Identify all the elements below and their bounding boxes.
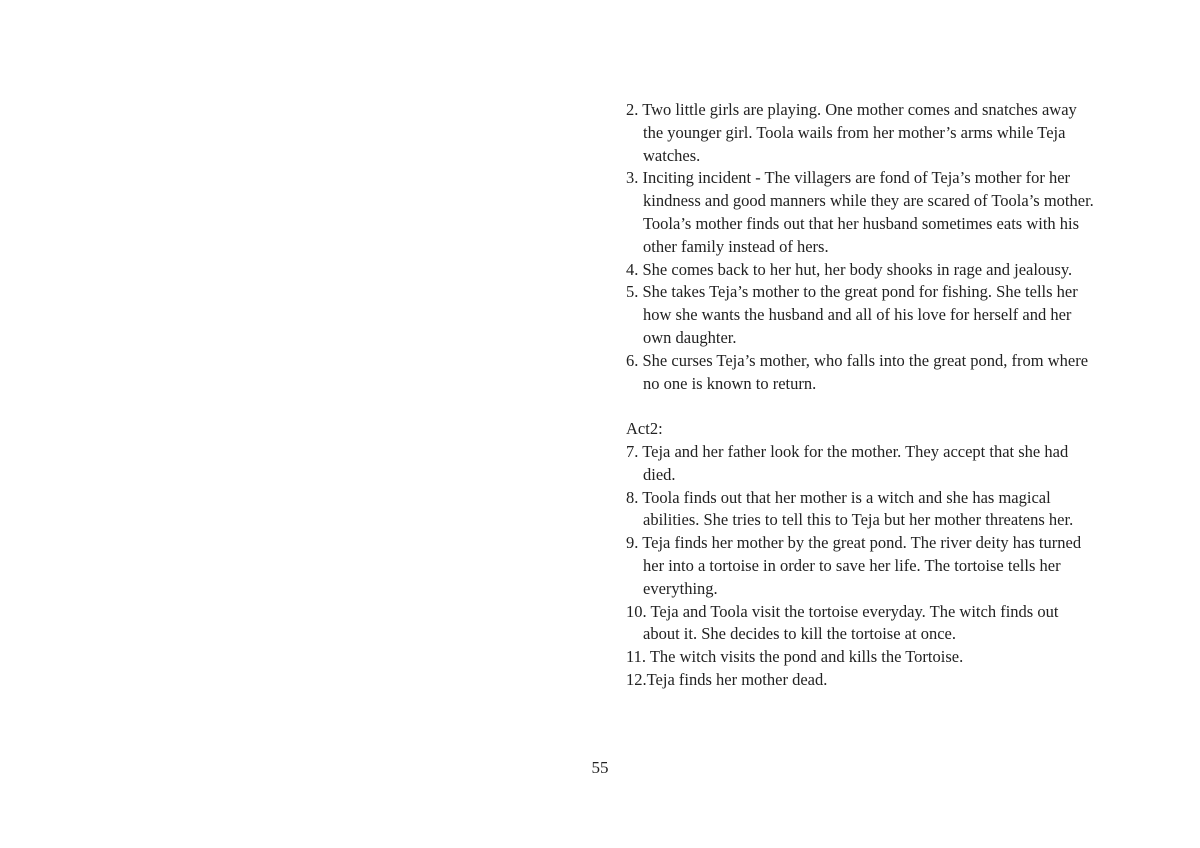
list-item: 6. She curses Teja’s mother, who falls into the great pond, from where no one is known to return.	[626, 350, 1089, 393]
list-item: 7. Teja and her father look for the mother. They accept that she had died.	[626, 441, 1069, 484]
act2-heading: Act2:	[626, 419, 663, 439]
list-item: 9. Teja finds her mother by the great pond. The river deity has turned her into a tortoise in order to save her life. The tortoise tells her everything.	[626, 533, 1082, 598]
list-item: 8. Toola finds out that her mother is a witch and she has magical abilities. She tries to tell this to Teja but her mother threatens her.	[626, 487, 1074, 530]
list-item: 10. Teja and Toola visit the tortoise everyday. The witch finds out about it. She decides to kill the tortoise at once.	[626, 601, 1059, 644]
list-item: 11. The witch visits the pond and kills the Tortoise.	[626, 647, 964, 667]
right-page-text	[626, 99, 1096, 692]
list-item: 5. She takes Teja’s mother to the great pond for fishing. She tells her how she wants the husband and all of his love for herself and her own daughter.	[626, 282, 1078, 347]
list-item: 4. She comes back to her hut, her body shooks in rage and jealousy.	[626, 259, 1073, 279]
list-item: 2. Two little girls are playing. One mother comes and snatches away the younger girl. Toola wails from her mother’s arms while Teja watches.	[626, 100, 1077, 165]
list-item: 3. Inciting incident - The villagers are fond of Teja’s mother for her kindness and good manners while they are scared of Toola’s mother. Toola’s mother finds out that her husband sometimes eats with his other family instead of hers.	[626, 168, 1094, 256]
page-number: 55	[591, 758, 609, 777]
list-item: 12.Teja finds her mother dead.	[626, 669, 828, 689]
